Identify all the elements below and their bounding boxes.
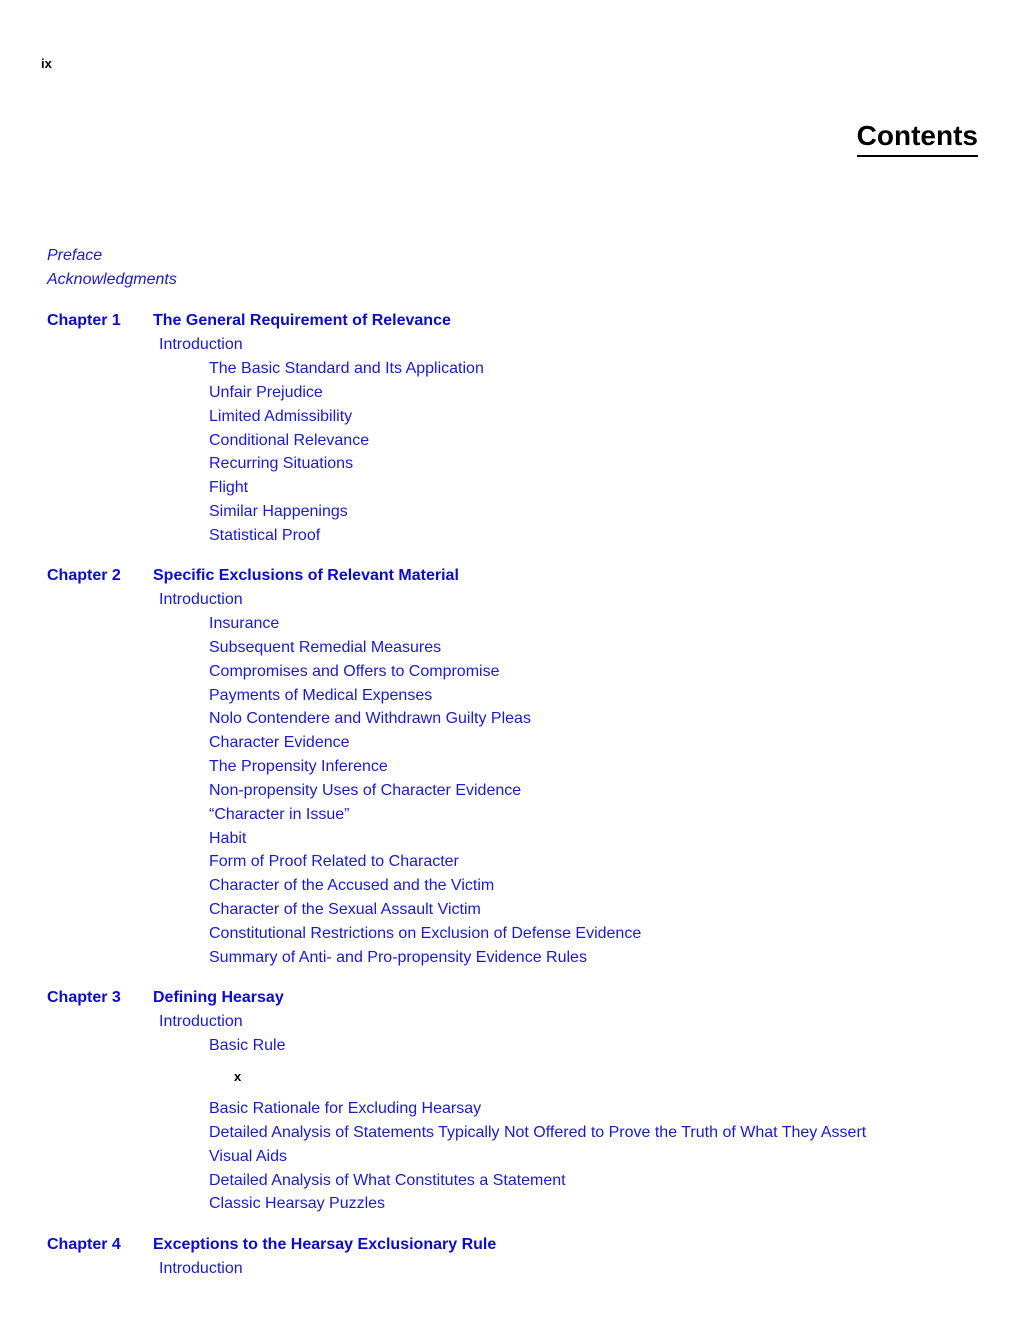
toc-section[interactable]: Subsequent Remedial Measures [209, 638, 442, 656]
toc-section[interactable]: The Basic Standard and Its Application [209, 360, 484, 377]
page-number: ix [41, 56, 52, 71]
toc-section[interactable]: Basic Rule [209, 1037, 286, 1054]
chapter-title: Specific Exclusions of Relevant Material [153, 567, 459, 584]
toc-introduction[interactable]: Introduction [159, 1013, 243, 1030]
chapter-2-block [47, 564, 987, 970]
chapter-title: Exceptions to the Hearsay Exclusionary Rule [153, 1236, 497, 1253]
toc-section[interactable]: “Character in Issue” [209, 805, 350, 823]
chapter-3-block [47, 986, 987, 1058]
toc-section[interactable]: Compromises and Offers to Compromise [209, 662, 500, 680]
chapter-heading[interactable] [47, 1233, 987, 1257]
chapter-3-continued [47, 1097, 987, 1216]
toc-section[interactable]: Limited Admissibility [209, 407, 353, 425]
chapter-heading[interactable] [47, 309, 987, 333]
chapter-1-block [47, 309, 987, 548]
toc-section[interactable]: Habit [209, 829, 247, 847]
front-matter [47, 244, 177, 292]
toc-section[interactable]: Recurring Situations [209, 455, 354, 473]
chapter-title: The General Requirement of Relevance [153, 312, 451, 329]
chapter-number: Chapter 2 [47, 567, 121, 584]
toc-section[interactable]: Visual Aids [209, 1147, 287, 1165]
chapter-number: Chapter 4 [47, 1236, 121, 1253]
link-acknowledgments[interactable]: Acknowledgments [47, 271, 177, 288]
toc-section[interactable]: Statistical Proof [209, 526, 321, 544]
page-title: Contents [857, 118, 978, 157]
toc-section[interactable]: Flight [209, 479, 249, 497]
toc-section[interactable]: Nolo Contendere and Withdrawn Guilty Pleas [209, 710, 531, 728]
toc-introduction[interactable]: Introduction [159, 336, 243, 353]
toc-section[interactable]: Form of Proof Related to Character [209, 853, 459, 871]
toc-section[interactable]: Conditional Relevance [209, 431, 370, 449]
chapter-heading[interactable] [47, 564, 987, 588]
toc-section[interactable]: Character Evidence [209, 734, 350, 752]
toc-section[interactable]: Similar Happenings [209, 503, 348, 521]
toc-section[interactable]: Payments of Medical Expenses [209, 686, 433, 704]
toc-introduction[interactable]: Introduction [159, 1260, 243, 1277]
link-preface[interactable]: Preface [47, 247, 103, 264]
toc-section[interactable]: Detailed Analysis of What Constitutes a Statement [209, 1171, 566, 1189]
toc-section[interactable]: Character of the Sexual Assault Victim [209, 901, 481, 919]
chapter-number: Chapter 1 [47, 312, 121, 329]
chapter-number: Chapter 3 [47, 989, 121, 1006]
toc-section[interactable]: The Propensity Inference [209, 758, 388, 776]
toc-section[interactable]: Detailed Analysis of Statements Typically Not Offered to Prove the Truth of What They Assert [209, 1123, 867, 1141]
toc-section[interactable]: Classic Hearsay Puzzles [209, 1195, 386, 1213]
toc-section[interactable]: Insurance [209, 615, 280, 632]
toc-section[interactable]: Unfair Prejudice [209, 383, 323, 401]
toc-introduction[interactable]: Introduction [159, 591, 243, 608]
toc-section[interactable]: Summary of Anti- and Pro-propensity Evidence Rules [209, 948, 587, 966]
toc-section[interactable]: Non-propensity Uses of Character Evidence [209, 781, 522, 799]
chapter-heading[interactable] [47, 986, 987, 1010]
toc-section[interactable]: Character of the Accused and the Victim [209, 877, 495, 895]
page-number-break: x [234, 1069, 242, 1084]
toc-section[interactable]: Constitutional Restrictions on Exclusion of Defense Evidence [209, 924, 642, 942]
toc-section[interactable]: Basic Rationale for Excluding Hearsay [209, 1100, 482, 1117]
chapter-4-block [47, 1233, 987, 1281]
chapter-title: Defining Hearsay [153, 989, 284, 1006]
